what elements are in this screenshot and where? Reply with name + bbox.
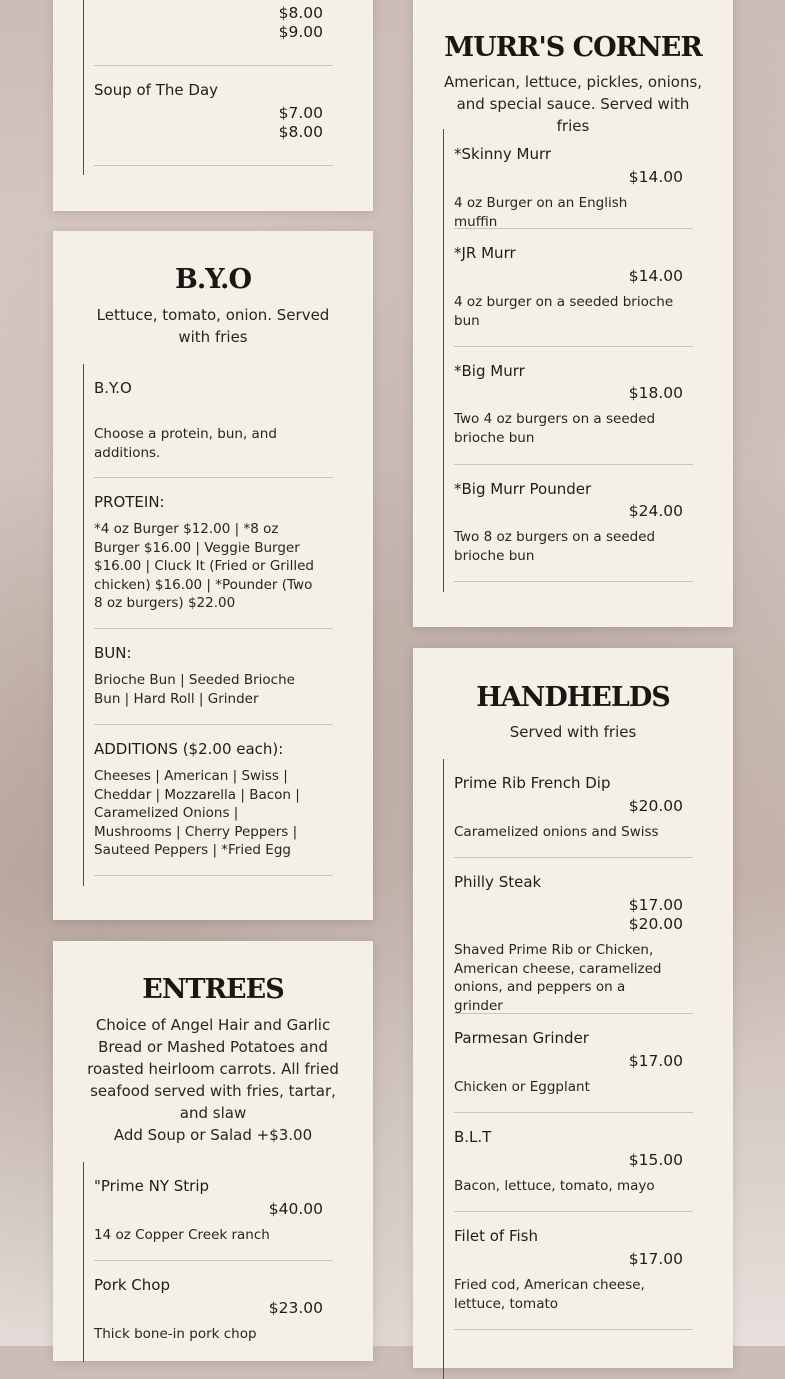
item-name: Philly Steak: [454, 873, 542, 891]
murrs-items: [443, 129, 683, 592]
item-price: $14.00: [628, 267, 683, 285]
menu-item: [454, 858, 693, 1014]
item-description: Choose a protein, bun, and additions.: [94, 426, 277, 461]
byo-items: [83, 364, 314, 886]
item-name: BUN:: [94, 644, 132, 662]
item-price: $18.00: [628, 384, 683, 402]
menu-item: [454, 1014, 693, 1113]
item-name: Prime Rib French Dip: [454, 774, 611, 792]
item-name: PROTEIN:: [94, 493, 165, 511]
item-price: $40.00: [268, 1200, 323, 1218]
menu-item: [94, 629, 333, 725]
section-description: Lettuce, tomato, onion. Served with fries: [96, 306, 330, 346]
item-description: Two 8 oz burgers on a seeded brioche bun: [454, 529, 656, 564]
item-description: Chicken or Eggplant: [454, 1079, 590, 1095]
item-name: B.Y.O: [94, 379, 132, 397]
item-name: B.L.T: [454, 1128, 492, 1146]
item-description: 4 oz burger on a seeded brioche bun: [454, 294, 674, 329]
item-description: Cheeses | American | Swiss | Cheddar | Mozzarella | Bacon | Caramelized Onions | Mushrooms | Cherry Peppers | Sauteed Peppers | *Fried Egg: [94, 768, 300, 858]
item-description: Brioche Bun | Seeded Brioche Bun | Hard Roll | Grinder: [94, 672, 295, 707]
section-description: American, lettuce, pickles, onions, and special sauce. Served with fries: [443, 73, 703, 135]
item-price: $20.00: [628, 915, 683, 933]
byo-card: [53, 231, 373, 920]
menu-item: [454, 1212, 693, 1330]
item-price: $17.00: [628, 1250, 683, 1268]
item-price: $15.00: [628, 1151, 683, 1169]
item-description: Shaved Prime Rib or Chicken, American cheese, caramelized onions, and peppers on a grinder: [454, 942, 662, 1014]
menu-item: [454, 759, 693, 858]
murrs-corner-card: [413, 0, 733, 627]
menu-item: [454, 129, 693, 229]
menu-item: [94, 0, 333, 66]
menu-item: [454, 347, 693, 465]
menu-item: [454, 229, 693, 347]
item-name: Filet of Fish: [454, 1227, 539, 1245]
section-description: Choice of Angel Hair and Garlic Bread or Mashed Potatoes and roasted heirloom carrots. All fried seafood served with fries, tartar, and slaw: [87, 1016, 339, 1122]
item-name: Soup of The Day: [94, 81, 219, 99]
menu-item: [94, 66, 333, 166]
item-name: *Big Murr: [454, 362, 525, 380]
item-description: Bacon, lettuce, tomato, mayo: [454, 1178, 655, 1194]
section-description: Served with fries: [509, 723, 637, 741]
section-title: HANDHELDS: [476, 682, 670, 713]
handhelds-card: [413, 648, 733, 1368]
item-name: *JR Murr: [454, 244, 516, 262]
menu-item: [94, 364, 333, 478]
addon-note: Add Soup or Salad +$3.00: [113, 1126, 313, 1144]
item-price: $14.00: [628, 168, 683, 186]
item-price: $8.00: [278, 123, 323, 141]
item-name: Pork Chop: [94, 1276, 170, 1294]
soups-items: [83, 0, 323, 175]
item-description: *4 oz Burger $12.00 | *8 oz Burger $16.00 | Veggie Burger $16.00 | Cluck It (Fried or Grilled chicken) $16.00 | *Pounder (Two 8 oz burgers) $22.00: [94, 521, 314, 611]
section-title: ENTREES: [142, 974, 284, 1005]
item-name: *Big Murr Pounder: [454, 480, 592, 498]
item-price: $20.00: [628, 797, 683, 815]
item-description: Thick bone-in pork chop: [94, 1326, 257, 1342]
item-price: $23.00: [268, 1299, 323, 1317]
item-price: $7.00: [278, 104, 323, 122]
section-title: B.Y.O: [175, 264, 251, 295]
item-price: $9.00: [278, 23, 323, 41]
item-description: Two 4 oz burgers on a seeded brioche bun: [454, 411, 656, 446]
item-price: $8.00: [278, 4, 323, 22]
soups-card: [53, 0, 373, 211]
item-description: 14 oz Copper Creek ranch: [94, 1227, 270, 1243]
menu-item: [94, 1162, 333, 1261]
item-price: $17.00: [628, 1052, 683, 1070]
item-description: Fried cod, American cheese, lettuce, tomato: [454, 1277, 645, 1312]
section-title: MURR'S CORNER: [444, 32, 702, 63]
entrees-items: [83, 1162, 323, 1362]
menu-item: [454, 1113, 693, 1212]
handhelds-items: [443, 759, 683, 1379]
item-price: $24.00: [628, 502, 683, 520]
item-description: Caramelized onions and Swiss: [454, 824, 659, 840]
item-name: "Prime NY Strip: [94, 1177, 210, 1195]
item-name: Parmesan Grinder: [454, 1029, 589, 1047]
item-description: 4 oz Burger on an English muffin: [454, 195, 628, 230]
entrees-card: [53, 941, 373, 1361]
item-name: ADDITIONS ($2.00 each):: [94, 740, 284, 758]
menu-item: [94, 478, 333, 629]
item-price: $17.00: [628, 896, 683, 914]
menu-item: [94, 725, 333, 876]
item-name: *Skinny Murr: [454, 145, 552, 163]
menu-item: [94, 1261, 333, 1362]
menu-item: [454, 465, 693, 582]
